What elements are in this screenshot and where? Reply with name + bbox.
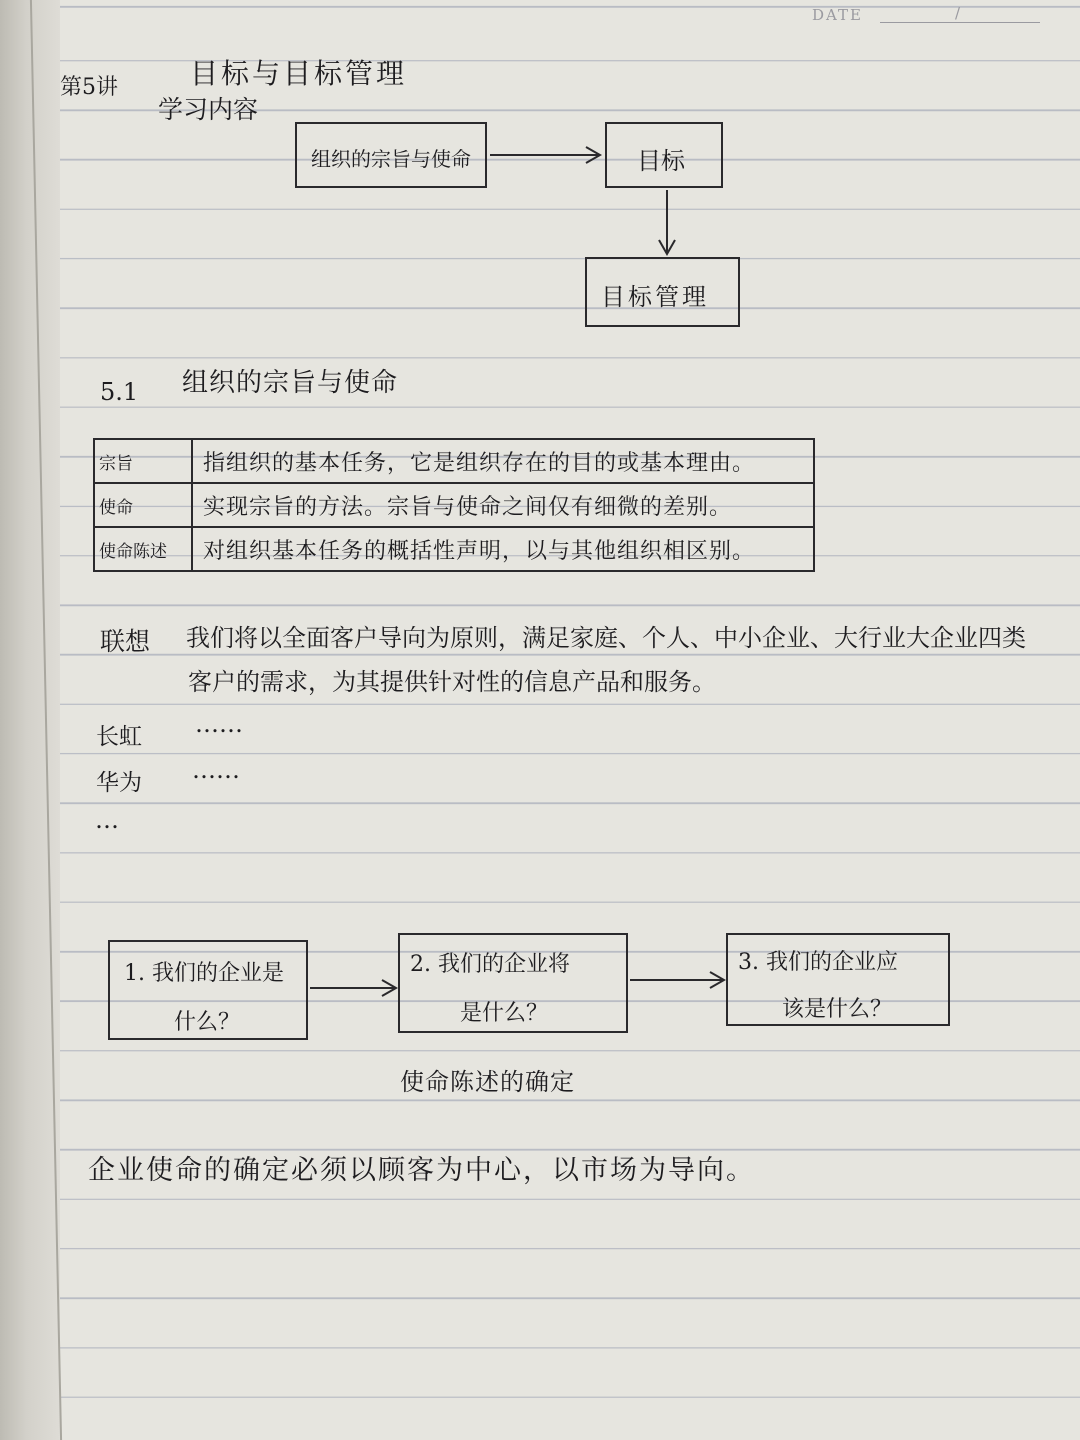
section-title: 组织的宗旨与使命 — [182, 368, 399, 398]
association-label: 联想 — [100, 627, 151, 656]
lecture-number: 第5讲 — [60, 75, 118, 100]
question-2-line-2: 是什么？ — [460, 1001, 549, 1026]
desc-cell: 对组织基本任务的概括性声明，以与其他组织相区别。 — [192, 527, 814, 571]
lecture-title: 目标与目标管理 — [190, 57, 408, 90]
example-name: 华为 — [96, 770, 142, 796]
example-ellipsis: … — [95, 806, 119, 834]
date-separator: / — [955, 4, 961, 22]
example-dots: …… — [192, 756, 240, 784]
association-line-2: 客户的需求，为其提供针对性的信息产品和服务。 — [188, 668, 716, 696]
question-1-line-1: 1. 我们的企业是 — [124, 961, 284, 986]
goal-box-label: 目标 — [637, 147, 685, 175]
date-label: DATE — [812, 6, 863, 24]
mission-box-label: 组织的宗旨与使命 — [311, 147, 471, 171]
diagram-caption: 使命陈述的确定 — [400, 1068, 575, 1096]
section-number: 5.1 — [100, 378, 139, 406]
association-line-1: 我们将以全面客户导向为原则，满足家庭、个人、中小企业、大行业大企业四类 — [186, 624, 1026, 652]
example-name: 长虹 — [96, 724, 142, 750]
question-1-line-2: 什么？ — [174, 1010, 241, 1035]
lecture-subtitle: 学习内容 — [158, 95, 259, 124]
term-cell: 使命 — [94, 483, 192, 527]
question-3-line-1: 3. 我们的企业应 — [738, 950, 898, 975]
question-2-line-1: 2. 我们的企业将 — [410, 952, 570, 977]
term-cell: 宗旨 — [94, 439, 192, 483]
term-cell: 使命陈述 — [94, 527, 192, 571]
example-dots: …… — [195, 710, 243, 738]
conclusion: 企业使命的确定必须以顾客为中心，以市场为导向。 — [88, 1155, 755, 1186]
question-3-line-2: 该是什么？ — [782, 997, 893, 1022]
desc-cell: 实现宗旨的方法。宗旨与使命之间仅有细微的差别。 — [192, 483, 814, 527]
goal-management-box-label: 目标管理 — [601, 283, 709, 311]
desc-cell: 指组织的基本任务，它是组织存在的目的或基本理由。 — [192, 439, 814, 483]
